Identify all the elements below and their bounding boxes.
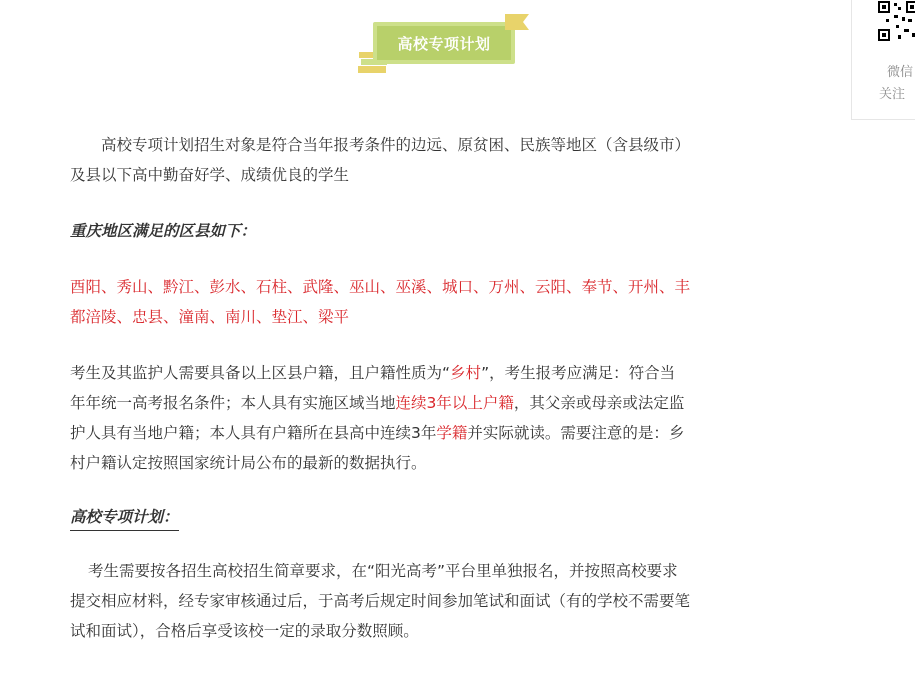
req-text: 考生及其监护人需要具备以上区县户籍，且户籍性质为“ (70, 364, 451, 382)
req-highlight-rural: 乡村 (450, 364, 482, 382)
region-line-1: 酉阳、秀山、黔江、彭水、石柱、武隆、巫山、巫溪、城口、万州、云阳、奉节、开州、丰 (70, 278, 691, 296)
banner-box (373, 22, 515, 64)
plan-line-1: 考生需要按各招生高校招生简章要求，在“阳光高考”平台里单独报名，并按照高校要求 (88, 562, 678, 580)
plan-line-3: 试和面试），合格后享受该校一定的录取分数照顾。 (70, 622, 419, 640)
qr-label-wechat: 微信 (887, 65, 914, 80)
req-text: 年年统一高考报名条件；本人具有实施区域当地 (70, 394, 396, 412)
req-text: ，其父亲或母亲或法定监 (513, 394, 685, 412)
qr-widget[interactable] (851, 0, 915, 120)
intro-line-1: 高校专项计划招生对象是符合当年报考条件的边远、原贫困、民族等地区（含县级市） (101, 136, 691, 154)
plan-paragraph (70, 556, 815, 646)
plan-heading: 高校专项计划： (70, 504, 179, 531)
flag-icon (505, 14, 529, 30)
req-text: 村户籍认定按照国家统计局公布的最新的数据执行。 (70, 454, 427, 472)
section-banner (357, 14, 529, 76)
req-highlight-household: 连续3年以上户籍 (395, 394, 514, 412)
plan-heading-row (70, 502, 815, 532)
plan-line-2: 提交相应材料，经专家审核通过后，于高考后规定时间参加笔试和面试（有的学校不需要笔 (70, 592, 691, 610)
intro-paragraph (70, 130, 815, 190)
qr-code-icon (876, 0, 915, 43)
req-highlight-school: 学籍 (436, 424, 468, 442)
intro-line-2: 及县以下高中勤奋好学、成绩优良的学生 (70, 166, 350, 184)
region-list (70, 272, 815, 332)
region-line-2: 都涪陵、忠县、潼南、南川、垫江、梁平 (70, 308, 350, 326)
req-text: ”，考生报考应满足：符合当 (481, 364, 676, 382)
req-text: 并实际就读。需要注意的是：乡 (467, 424, 685, 442)
banner-title: 高校专项计划 (397, 34, 491, 53)
req-text: 护人具有当地户籍；本人具有户籍所在县高中连续3年 (70, 424, 437, 442)
requirements-paragraph (70, 358, 815, 478)
region-heading: 重庆地区满足的区县如下： (70, 222, 257, 240)
article-content (70, 130, 815, 646)
qr-label-follow: 关注 (879, 87, 906, 102)
